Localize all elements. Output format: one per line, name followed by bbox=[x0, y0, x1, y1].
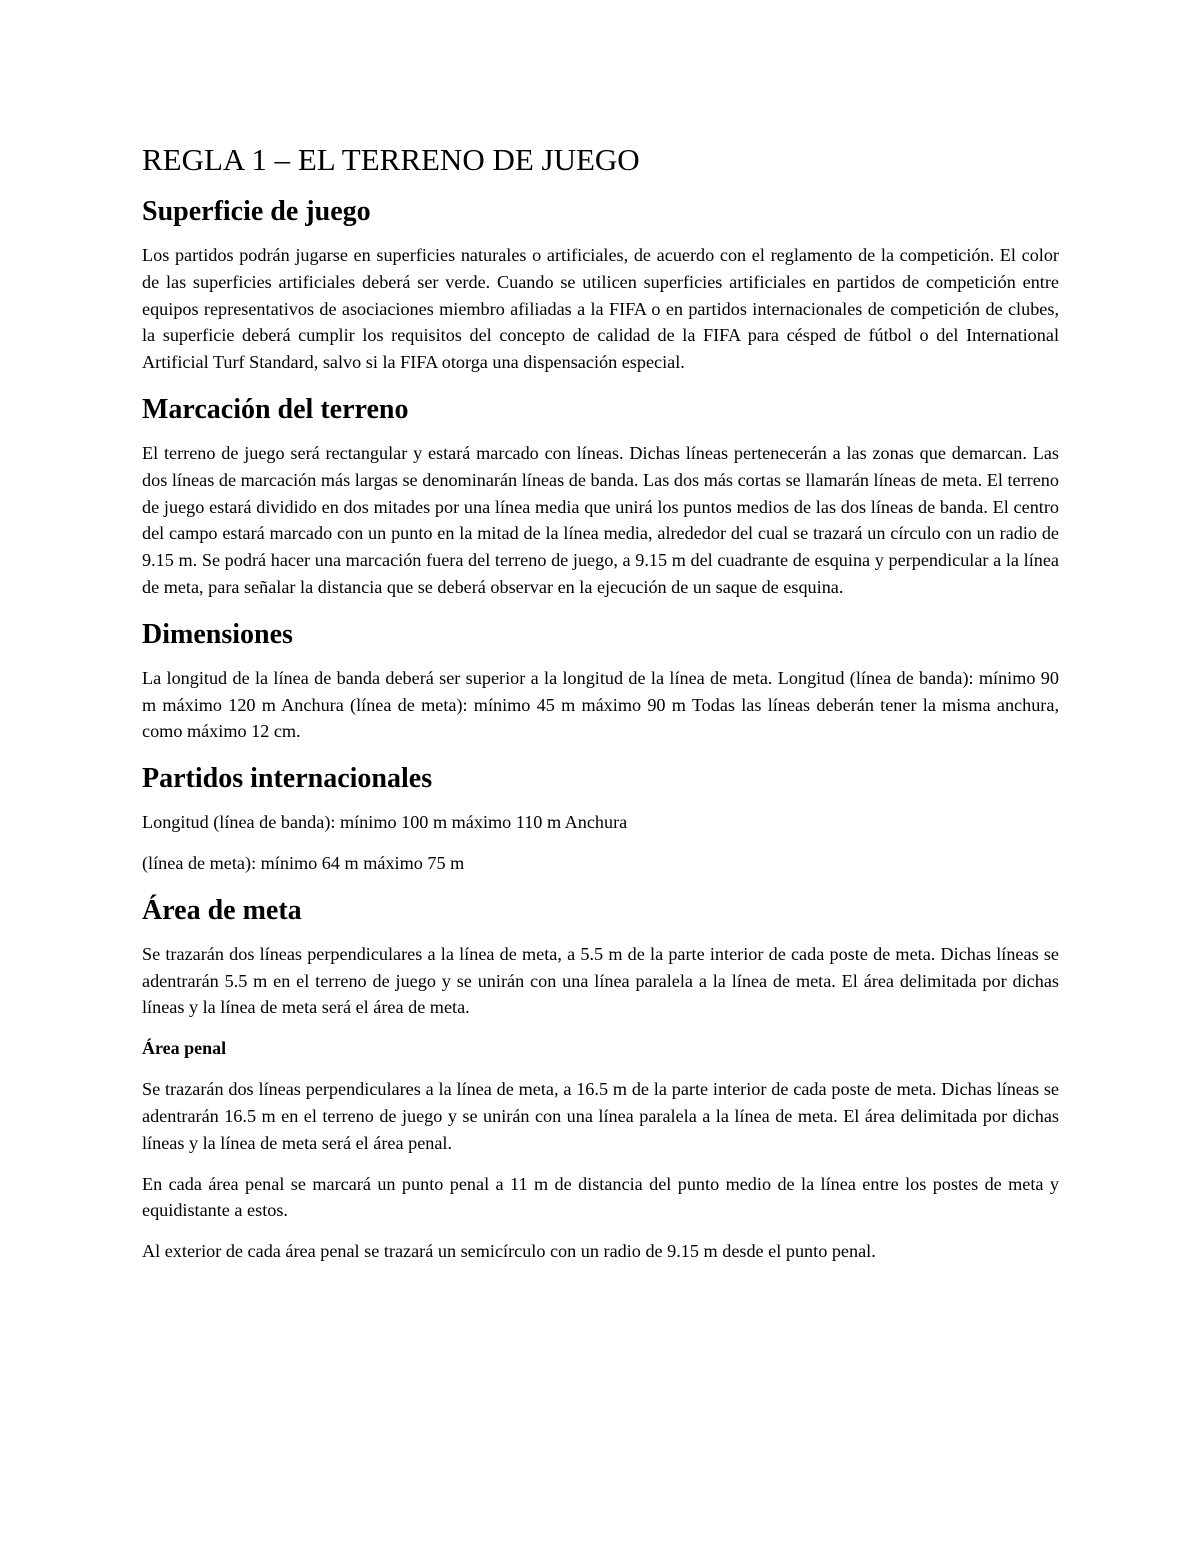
section-heading-area-meta: Área de meta bbox=[142, 894, 302, 926]
section-heading-marcacion: Marcación del terreno bbox=[142, 393, 409, 425]
paragraph-marcacion: El terreno de juego será rectangular y estará marcado con líneas. Dichas líneas pertenecerán a las zonas que demarcan. Las dos líneas de marcación más largas se denominarán líneas de banda. Las dos más cortas se llamarán líneas de meta. El terreno de juego estará dividido en dos mitades por una línea media que unirá los puntos medios de las dos líneas de banda. El centro del campo estará marcado con un punto en la mitad de la línea media, alrededor del cual se trazará un círculo con un radio de 9.15 m. Se podrá hacer una marcación fuera del terreno de juego, a 9.15 m del cuadrante de esquina y perpendicular a la línea de meta, para señalar la distancia que se deberá observar en la ejecución de un saque de esquina. bbox=[142, 442, 1059, 597]
paragraph-area-meta: Se trazarán dos líneas perpendiculares a la línea de meta, a 5.5 m de la parte interior de cada poste de meta. Dichas líneas se adentrarán 5.5 m en el terreno de juego y se unirán con una línea paralela a la línea de meta. El área delimitada por dichas líneas y la línea de meta será el área de meta. bbox=[142, 943, 1059, 1018]
section-heading-dimensiones: Dimensiones bbox=[142, 618, 293, 650]
paragraph-superficie: Los partidos podrán jugarse en superficies naturales o artificiales, de acuerdo con el reglamento de la competición. El color de las superficies artificiales deberá ser verde. Cuando se utilicen superficies artificiales en partidos de competición entre equipos representativos de asociaciones miembro afiliadas a la FIFA o en partidos internacionales de competición de clubes, la superficie deberá cumplir los requisitos del concepto de calidad de la FIFA para césped de fútbol o del International Artificial Turf Standard, salvo si la FIFA otorga una dispensación especial. bbox=[142, 245, 1059, 373]
paragraph-area-penal-3: Al exterior de cada área penal se trazará un semicírculo con un radio de 9.15 m desde el punto penal. bbox=[142, 1241, 876, 1262]
paragraph-area-penal-2: En cada área penal se marcará un punto penal a 11 m de distancia del punto medio de la línea entre los postes de meta y equidistante a estos. bbox=[142, 1173, 1059, 1221]
paragraph-internacionales-2: (línea de meta): mínimo 64 m máximo 75 m bbox=[142, 852, 465, 873]
section-heading-superficie: Superficie de juego bbox=[142, 196, 371, 227]
paragraph-dimensiones: La longitud de la línea de banda deberá ser superior a la longitud de la línea de meta. Longitud (línea de banda): mínimo 90 m máximo 120 m Anchura (línea de meta): mínimo 45 m máximo 90 m Todas las líneas deberán tener la misma anchura, como máximo 12 cm. bbox=[142, 667, 1059, 742]
section-heading-internacionales: Partidos internacionales bbox=[142, 763, 433, 795]
paragraph-area-penal-1: Se trazarán dos líneas perpendiculares a la línea de meta, a 16.5 m de la parte interior de cada poste de meta. Dichas líneas se adentrarán 16.5 m en el terreno de juego y se unirán con una línea paralela a la línea de meta. El área delimitada por dichas líneas y la línea de meta será el área penal. bbox=[142, 1079, 1059, 1153]
document-page bbox=[142, 140, 1059, 1279]
paragraph-internacionales-1: Longitud (línea de banda): mínimo 100 m máximo 110 m Anchura bbox=[142, 812, 628, 833]
subsection-heading-area-penal: Área penal bbox=[142, 1038, 227, 1059]
document-title: REGLA 1 – EL TERRENO DE JUEGO bbox=[142, 142, 640, 177]
